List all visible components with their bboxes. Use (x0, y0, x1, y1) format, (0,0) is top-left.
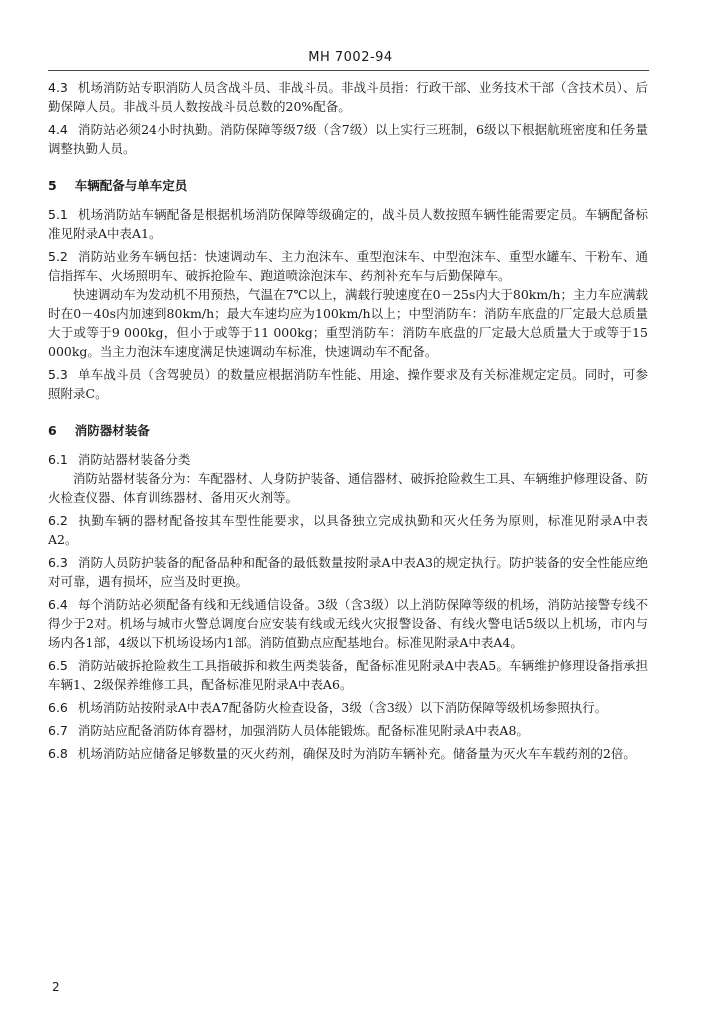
clause-paragraph (48, 553, 648, 591)
clause-paragraph (48, 285, 648, 361)
clause-number: 6.4 (48, 597, 68, 612)
clause-text: 消防人员防护装备的配备品种和配备的最低数量按附录A中表A3的规定执行。防护装备的安全性能应绝对可靠，遇有损坏，应当及时更换。 (48, 555, 648, 589)
clause-paragraph (48, 656, 648, 694)
clause-number: 6.5 (48, 658, 68, 673)
clause-number: 6.1 (48, 452, 68, 467)
clause-number: 4.4 (48, 122, 68, 137)
clause-text: 消防站必须24小时执勤。消防保障等级7级（含7级）以上实行三班制，6级以下根据航班密度和任务量调整执勤人员。 (48, 122, 648, 156)
clause-text: 消防站业务车辆包括：快速调动车、主力泡沫车、重型泡沫车、中型泡沫车、重型水罐车、干粉车、通信指挥车、火场照明车、破拆抢险车、跑道喷涂泡沫车、药剂补充车与后勤保障车。 (48, 249, 648, 283)
clause-text: 机场消防站车辆配备是根据机场消防保障等级确定的，战斗员人数按照车辆性能需要定员。车辆配备标准见附录A中表A1。 (48, 207, 648, 241)
clause-text: 消防站器材装备分为：车配器材、人身防护装备、通信器材、破拆抢险救生工具、车辆维护修理设备、防火检查仪器、体育训练器材、备用灭火剂等。 (48, 471, 649, 505)
section-title: 消防器材装备 (74, 423, 150, 438)
clause-text: 单车战斗员（含驾驶员）的数量应根据消防车性能、用途、操作要求及有关标准规定定员。同时，可参照附录C。 (48, 367, 648, 401)
clause-paragraph (48, 78, 648, 116)
clause-text: 消防站器材装备分类 (77, 452, 191, 467)
clause-text: 执勤车辆的器材配备按其车型性能要求，以具备独立完成执勤和灭火任务为原则，标准见附录A中表A2。 (48, 513, 648, 547)
clause-paragraph (48, 469, 648, 507)
document-body (48, 78, 648, 763)
clause-text: 快速调动车为发动机不用预热，气温在7℃以上，满载行驶速度在0－25s内大于80km/h；主力车应满载时在0－40s内加速到80km/h；最大车速均应为100km/h以上；中型消防车：消防车底盘的厂定最大总质量大于或等于9 000kg，但小于或等于11 000kg；重型消防车：消防车底盘的厂定最大总质量大于或等于15 000kg。当主力泡沫车速度满足快速调动车标准，快速调动车不配备。 (48, 287, 648, 359)
clause-paragraph (48, 744, 648, 763)
clause-paragraph (48, 365, 648, 403)
section-heading (48, 176, 648, 195)
page-number: 2 (52, 980, 60, 994)
section-number: 6 (48, 423, 57, 438)
header-rule (48, 70, 649, 71)
clause-number: 5.2 (48, 249, 68, 264)
clause-paragraph (48, 247, 648, 285)
clause-text: 机场消防站专职消防人员含战斗员、非战斗员。非战斗员指：行政干部、业务技术干部（含技术员）、后勤保障人员。非战斗员人数按战斗员总数的20%配备。 (48, 80, 648, 114)
clause-text: 机场消防站应储备足够数量的灭火药剂，确保及时为消防车辆补充。储备量为灭火车车载药剂的2倍。 (77, 746, 636, 761)
clause-number: 6.3 (48, 555, 68, 570)
clause-text: 消防站应配备消防体育器材，加强消防人员体能锻炼。配备标准见附录A中表A8。 (77, 723, 529, 738)
clause-paragraph (48, 698, 648, 717)
clause-number: 5.1 (48, 207, 68, 222)
clause-paragraph (48, 205, 648, 243)
clause-number: 4.3 (48, 80, 68, 95)
page-header (48, 40, 653, 70)
clause-paragraph (48, 511, 648, 549)
clause-text: 每个消防站必须配备有线和无线通信设备。3级（含3级）以上消防保障等级的机场，消防站接警专线不得少于2对。机场与城市火警总调度台应安装有线或无线火灾报警设备、有线火警电话5级以上机场，市内与场内各1部，4级以下机场设场内1部。消防值勤点应配基地台。标准见附录A中表A4。 (48, 597, 648, 650)
doc-code: MH 7002-94 (308, 50, 393, 65)
clause-number: 6.7 (48, 723, 68, 738)
clause-paragraph (48, 595, 648, 652)
clause-text: 消防站破拆抢险救生工具指破拆和救生两类装备，配备标准见附录A中表A5。车辆维护修理设备指承担车辆1、2级保养维修工具，配备标准见附录A中表A6。 (48, 658, 648, 692)
clause-number: 6.2 (48, 513, 68, 528)
clause-number: 6.8 (48, 746, 68, 761)
section-title: 车辆配备与单车定员 (74, 178, 188, 193)
clause-text: 机场消防站按附录A中表A7配备防火检查设备，3级（含3级）以下消防保障等级机场参照执行。 (77, 700, 608, 715)
clause-number: 6.6 (48, 700, 68, 715)
section-heading (48, 421, 648, 440)
clause-paragraph (48, 721, 648, 740)
section-number: 5 (48, 178, 57, 193)
clause-paragraph (48, 450, 648, 469)
clause-number: 5.3 (48, 367, 68, 382)
clause-paragraph (48, 120, 648, 158)
